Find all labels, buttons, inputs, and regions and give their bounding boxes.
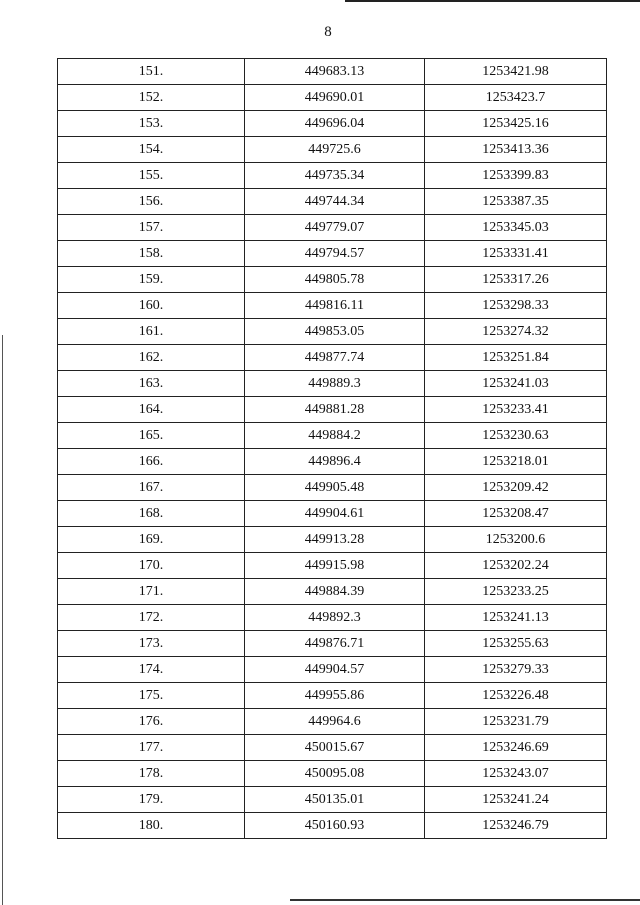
y-coordinate-cell: 1253241.03 xyxy=(425,371,607,397)
x-coordinate-cell: 449744.34 xyxy=(245,189,425,215)
table-row xyxy=(58,345,607,371)
y-coordinate-cell: 1253202.24 xyxy=(425,553,607,579)
table-row xyxy=(58,319,607,345)
y-coordinate-cell: 1253251.84 xyxy=(425,345,607,371)
point-number-cell: 164. xyxy=(58,397,245,423)
table-row xyxy=(58,631,607,657)
y-coordinate-cell: 1253226.48 xyxy=(425,683,607,709)
point-number-cell: 177. xyxy=(58,735,245,761)
point-number-cell: 172. xyxy=(58,605,245,631)
x-coordinate-cell: 449913.28 xyxy=(245,527,425,553)
point-number-cell: 155. xyxy=(58,163,245,189)
point-number-cell: 154. xyxy=(58,137,245,163)
y-coordinate-cell: 1253231.79 xyxy=(425,709,607,735)
point-number-cell: 163. xyxy=(58,371,245,397)
x-coordinate-cell: 449877.74 xyxy=(245,345,425,371)
y-coordinate-cell: 1253399.83 xyxy=(425,163,607,189)
point-number-cell: 158. xyxy=(58,241,245,267)
y-coordinate-cell: 1253345.03 xyxy=(425,215,607,241)
point-number-cell: 170. xyxy=(58,553,245,579)
point-number-cell: 179. xyxy=(58,787,245,813)
point-number-cell: 180. xyxy=(58,813,245,839)
x-coordinate-cell: 449805.78 xyxy=(245,267,425,293)
x-coordinate-cell: 449696.04 xyxy=(245,111,425,137)
point-number-cell: 166. xyxy=(58,449,245,475)
y-coordinate-cell: 1253246.69 xyxy=(425,735,607,761)
table-row xyxy=(58,267,607,293)
point-number-cell: 169. xyxy=(58,527,245,553)
point-number-cell: 175. xyxy=(58,683,245,709)
y-coordinate-cell: 1253423.7 xyxy=(425,85,607,111)
y-coordinate-cell: 1253241.13 xyxy=(425,605,607,631)
x-coordinate-cell: 449904.57 xyxy=(245,657,425,683)
y-coordinate-cell: 1253230.63 xyxy=(425,423,607,449)
table-row xyxy=(58,501,607,527)
coordinates-table-body xyxy=(58,59,607,839)
point-number-cell: 151. xyxy=(58,59,245,85)
point-number-cell: 161. xyxy=(58,319,245,345)
point-number-cell: 162. xyxy=(58,345,245,371)
x-coordinate-cell: 450160.93 xyxy=(245,813,425,839)
table-row xyxy=(58,111,607,137)
y-coordinate-cell: 1253241.24 xyxy=(425,787,607,813)
y-coordinate-cell: 1253425.16 xyxy=(425,111,607,137)
point-number-cell: 153. xyxy=(58,111,245,137)
point-number-cell: 156. xyxy=(58,189,245,215)
table-row xyxy=(58,85,607,111)
table-row xyxy=(58,657,607,683)
y-coordinate-cell: 1253233.25 xyxy=(425,579,607,605)
y-coordinate-cell: 1253209.42 xyxy=(425,475,607,501)
x-coordinate-cell: 449904.61 xyxy=(245,501,425,527)
y-coordinate-cell: 1253331.41 xyxy=(425,241,607,267)
page-number: 8 xyxy=(324,24,332,40)
x-coordinate-cell: 449690.01 xyxy=(245,85,425,111)
x-coordinate-cell: 449853.05 xyxy=(245,319,425,345)
y-coordinate-cell: 1253208.47 xyxy=(425,501,607,527)
y-coordinate-cell: 1253421.98 xyxy=(425,59,607,85)
x-coordinate-cell: 449955.86 xyxy=(245,683,425,709)
point-number-cell: 178. xyxy=(58,761,245,787)
table-row xyxy=(58,475,607,501)
x-coordinate-cell: 449683.13 xyxy=(245,59,425,85)
x-coordinate-cell: 450135.01 xyxy=(245,787,425,813)
point-number-cell: 160. xyxy=(58,293,245,319)
x-coordinate-cell: 449915.98 xyxy=(245,553,425,579)
table-row xyxy=(58,527,607,553)
y-coordinate-cell: 1253387.35 xyxy=(425,189,607,215)
table-row xyxy=(58,553,607,579)
point-number-cell: 171. xyxy=(58,579,245,605)
y-coordinate-cell: 1253255.63 xyxy=(425,631,607,657)
point-number-cell: 157. xyxy=(58,215,245,241)
y-coordinate-cell: 1253200.6 xyxy=(425,527,607,553)
table-row xyxy=(58,59,607,85)
y-coordinate-cell: 1253243.07 xyxy=(425,761,607,787)
point-number-cell: 176. xyxy=(58,709,245,735)
table-row xyxy=(58,709,607,735)
y-coordinate-cell: 1253246.79 xyxy=(425,813,607,839)
x-coordinate-cell: 449816.11 xyxy=(245,293,425,319)
table-row xyxy=(58,735,607,761)
point-number-cell: 173. xyxy=(58,631,245,657)
table-row xyxy=(58,761,607,787)
x-coordinate-cell: 449896.4 xyxy=(245,449,425,475)
y-coordinate-cell: 1253298.33 xyxy=(425,293,607,319)
table-row xyxy=(58,137,607,163)
point-number-cell: 152. xyxy=(58,85,245,111)
table-row xyxy=(58,813,607,839)
x-coordinate-cell: 449964.6 xyxy=(245,709,425,735)
x-coordinate-cell: 449884.39 xyxy=(245,579,425,605)
point-number-cell: 167. xyxy=(58,475,245,501)
x-coordinate-cell: 449881.28 xyxy=(245,397,425,423)
table-row xyxy=(58,189,607,215)
x-coordinate-cell: 449876.71 xyxy=(245,631,425,657)
table-row xyxy=(58,241,607,267)
x-coordinate-cell: 449889.3 xyxy=(245,371,425,397)
table-row xyxy=(58,579,607,605)
y-coordinate-cell: 1253218.01 xyxy=(425,449,607,475)
table-row xyxy=(58,371,607,397)
table-row xyxy=(58,449,607,475)
table-row xyxy=(58,605,607,631)
table-row xyxy=(58,683,607,709)
x-coordinate-cell: 449905.48 xyxy=(245,475,425,501)
y-coordinate-cell: 1253233.41 xyxy=(425,397,607,423)
coordinates-table xyxy=(57,58,607,839)
top-border-line xyxy=(345,0,640,2)
x-coordinate-cell: 449725.6 xyxy=(245,137,425,163)
x-coordinate-cell: 449884.2 xyxy=(245,423,425,449)
left-scan-edge xyxy=(2,335,3,905)
x-coordinate-cell: 450015.67 xyxy=(245,735,425,761)
x-coordinate-cell: 449735.34 xyxy=(245,163,425,189)
table-row xyxy=(58,293,607,319)
x-coordinate-cell: 449794.57 xyxy=(245,241,425,267)
table-row xyxy=(58,163,607,189)
point-number-cell: 174. xyxy=(58,657,245,683)
x-coordinate-cell: 449779.07 xyxy=(245,215,425,241)
y-coordinate-cell: 1253274.32 xyxy=(425,319,607,345)
table-row xyxy=(58,423,607,449)
x-coordinate-cell: 449892.3 xyxy=(245,605,425,631)
table-row xyxy=(58,215,607,241)
y-coordinate-cell: 1253279.33 xyxy=(425,657,607,683)
bottom-border-line xyxy=(290,899,640,901)
point-number-cell: 168. xyxy=(58,501,245,527)
y-coordinate-cell: 1253317.26 xyxy=(425,267,607,293)
y-coordinate-cell: 1253413.36 xyxy=(425,137,607,163)
table-row xyxy=(58,397,607,423)
point-number-cell: 159. xyxy=(58,267,245,293)
point-number-cell: 165. xyxy=(58,423,245,449)
x-coordinate-cell: 450095.08 xyxy=(245,761,425,787)
table-row xyxy=(58,787,607,813)
